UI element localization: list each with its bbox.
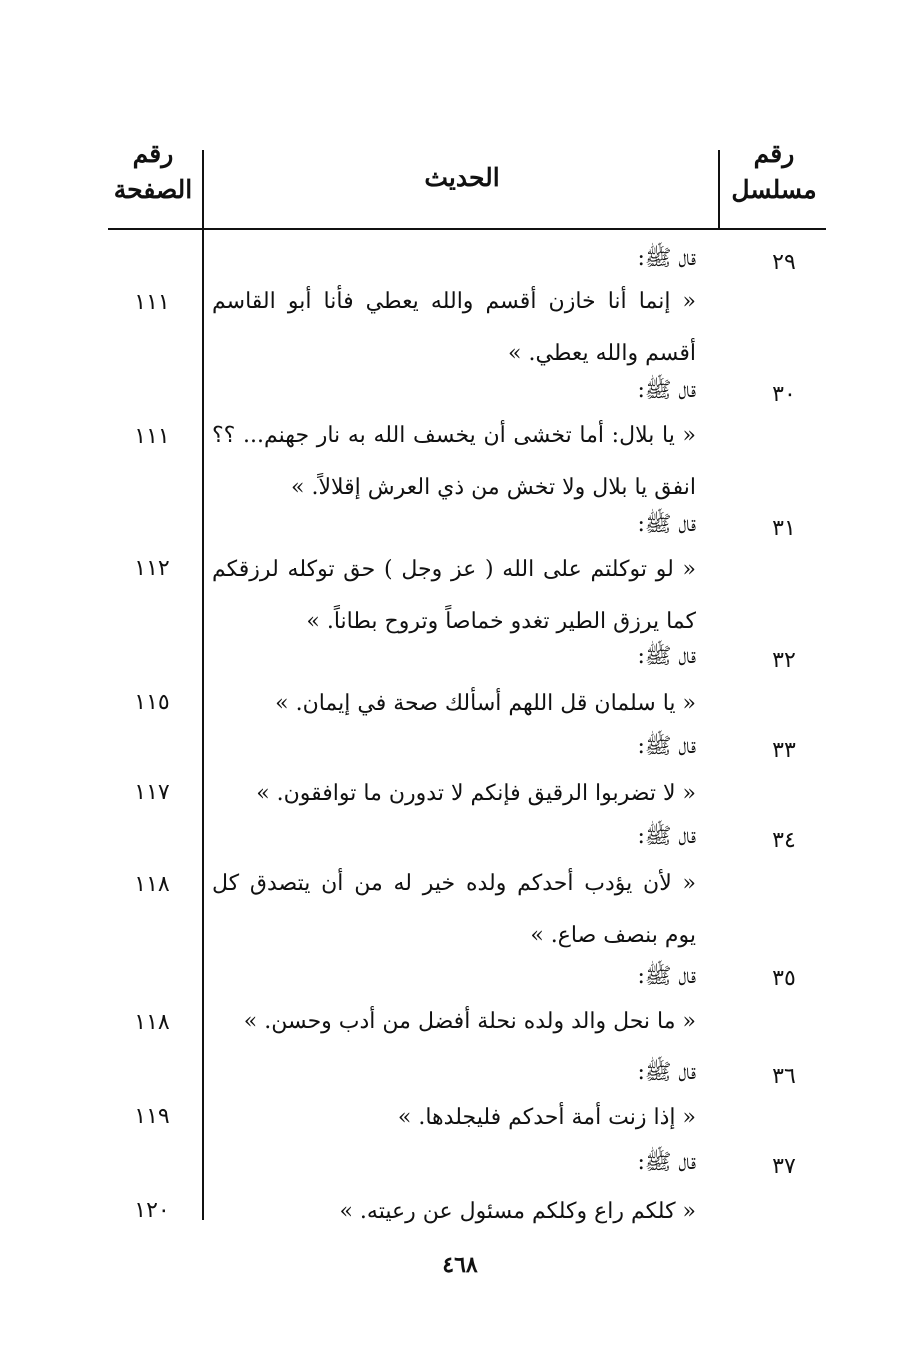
hadith-text: « لو توكلتم على الله ( عز وجل ) حق توكله لرزقكم كما يرزق الطير تغدو خماصاً وتروح بطاناً. » — [212, 557, 696, 634]
hadith-intro: قال ﷺ: — [637, 378, 696, 403]
header-column-divider-right — [718, 150, 720, 230]
hadith-text: « يا بلال: أما تخشى أن يخسف الله به نار جهنم... ؟؟ انفق يا بلال ولا تخش من ذي العرش إقلالاً. » — [212, 423, 696, 500]
serial-number: ٣٢ — [772, 648, 796, 673]
hadith-header: الحديث — [424, 163, 500, 192]
hadith-intro: قال ﷺ: — [637, 1060, 696, 1085]
header-rule — [108, 228, 826, 230]
page-reference: ١١٢ — [134, 556, 170, 581]
page-number-header: رقم الصفحة — [113, 139, 193, 204]
serial-number: ٣٥ — [772, 966, 796, 991]
hadith-text: « لا تضربوا الرقيق فإنكم لا تدورن ما توافقون. » — [256, 781, 696, 806]
serial-number-header: رقم مسلسل — [731, 139, 817, 204]
hadith-text: « كلكم راع وكلكم مسئول عن رعيته. » — [339, 1199, 696, 1224]
page-reference: ١١٧ — [134, 780, 170, 805]
page-number: ٤٦٨ — [442, 1252, 478, 1278]
hadith-intro: قال ﷺ: — [637, 644, 696, 669]
hadith-text: « ما نحل والد ولده نحلة أفضل من أدب وحسن. » — [243, 1009, 696, 1034]
serial-number: ٣١ — [772, 516, 796, 541]
header-column-divider-left — [202, 150, 204, 230]
hadith-text: « إذا زنت أمة أحدكم فليجلدها. » — [397, 1105, 696, 1130]
hadith-intro: قال ﷺ: — [637, 824, 696, 849]
serial-number: ٣٤ — [772, 828, 796, 853]
page-column-divider — [202, 230, 204, 1220]
page-reference: ١١١ — [134, 290, 170, 315]
hadith-text: « يا سلمان قل اللهم أسألك صحة في إيمان. » — [275, 691, 696, 716]
page-reference: ١١١ — [134, 424, 170, 449]
page-reference: ١١٨ — [134, 872, 170, 897]
serial-number: ٣٧ — [772, 1154, 796, 1179]
page-reference: ١١٨ — [134, 1010, 170, 1035]
page-reference: ١١٩ — [134, 1104, 170, 1129]
hadith-intro: قال ﷺ: — [637, 734, 696, 759]
hadith-intro: قال ﷺ: — [637, 246, 696, 271]
hadith-intro: قال ﷺ: — [637, 1150, 696, 1175]
hadith-text: « لأن يؤدب أحدكم ولده خير له من أن يتصدق كل يوم بنصف صاع. » — [212, 871, 696, 948]
serial-number: ٣٠ — [772, 382, 796, 407]
page-reference: ١١٥ — [134, 690, 170, 715]
serial-number: ٣٣ — [772, 738, 796, 763]
serial-number: ٣٦ — [772, 1064, 796, 1089]
page-reference: ١٢٠ — [134, 1198, 170, 1223]
hadith-intro: قال ﷺ: — [637, 512, 696, 537]
serial-number: ٢٩ — [772, 250, 796, 275]
hadith-intro: قال ﷺ: — [637, 964, 696, 989]
hadith-text: « إنما أنا خازن أقسم والله يعطي فأنا أبو القاسم أقسم والله يعطي. » — [212, 289, 696, 366]
